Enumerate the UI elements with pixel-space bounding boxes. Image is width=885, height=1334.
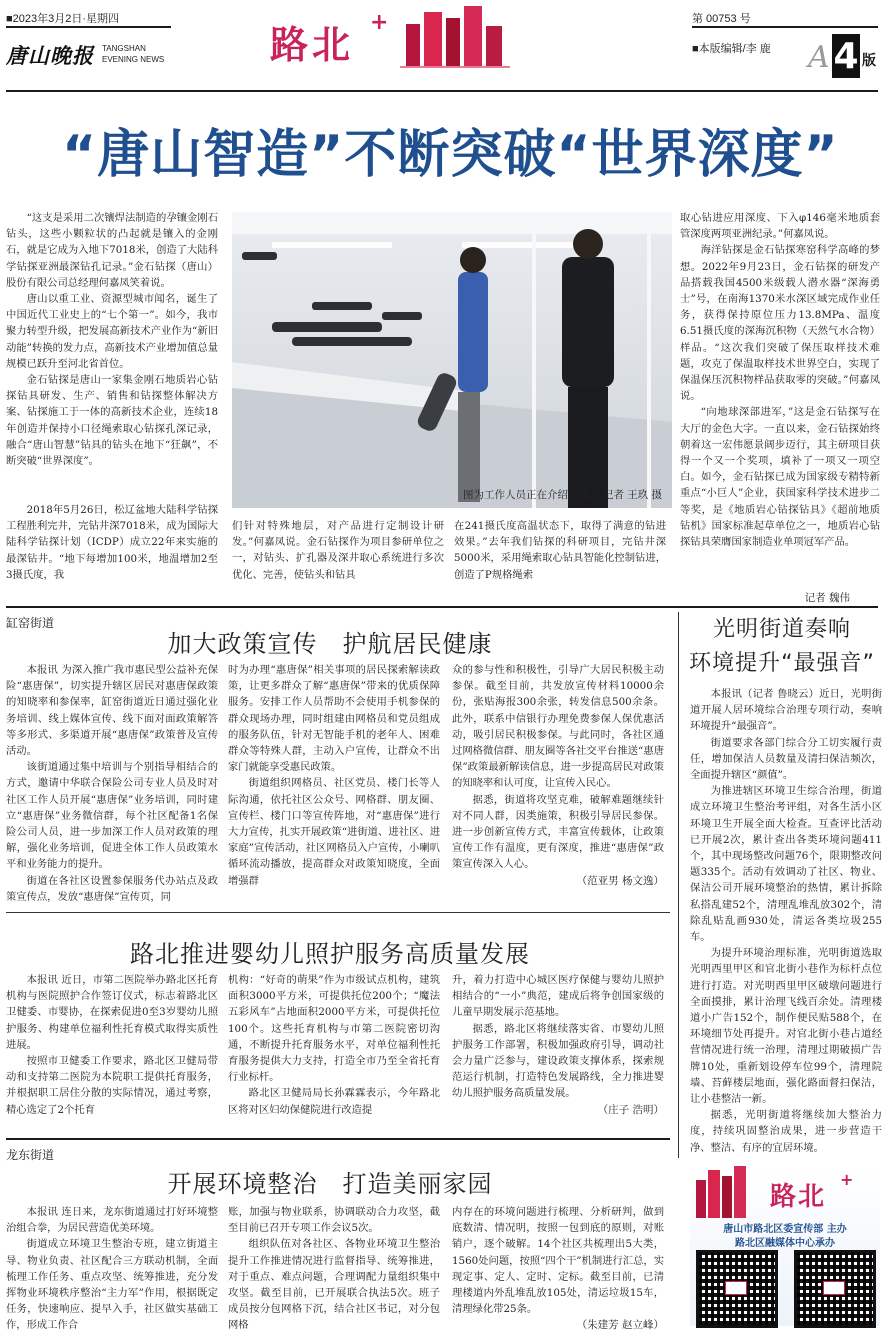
main-col4-p2: 海洋钻探是金石钻探寒窑科学高峰的梦想。2022年9月23日，金石钻探的研发产品搭载我国4500米级载人潜水器“深海勇士”号，在南海1370米水深区域完成作业任务，获得保持原位压力13.8MPa、温度6.51摄氏度的深海沉积物（天然气水合物）样品。“这次我们突破了保压取样技术难题，攻克了保温取样技术世界空白，实现了保温保压沉积物样品获取零的突破。”何嘉凤说。 xyxy=(680,244,880,403)
infant-col1-p2: 按照市卫健委工作要求，路北区卫健局带动和支持第二医院为本院职工提供托育服务，并根据职工居住分散的实际情况，通过考察，精心选定了2个托育 xyxy=(6,1055,218,1116)
promo-skyline-icon xyxy=(694,1166,750,1218)
longdong-signature: （朱建芳 赵立峰） xyxy=(576,1319,664,1332)
issue-date: ■2023年3月2日·星期四 xyxy=(6,13,120,25)
infant-col1 xyxy=(6,972,218,1132)
main-reporter: 记者 魏伟 xyxy=(804,592,850,604)
promo-block xyxy=(690,1166,880,1326)
section-rule-2 xyxy=(6,912,670,913)
section-rule-1 xyxy=(6,606,878,608)
infant-col1-p1: 本报讯 近日，市第二医院举办路北区托育机构与医院照护合作签订仪式，标志着路北区卫健委、市婴协，在探索促进0至3岁婴幼儿照护服务、构建单位福利性托育模式取得实质性进展。 xyxy=(6,974,218,1051)
infant-col2-p1: 机构：“好奇的萌果”作为市级试点机构，建筑面积3000平方米，可提供托位200个；“魔法五彩风车”占地面积2000平方米，可提供托位100个。这些托育机构与市第二医院密切沟通，不断提升托育服务水平，对单位福利性托育服务提供大力支持，打造全市乃至全省托育行业标杆。 xyxy=(228,974,440,1084)
gongyao-col1-p2: 该街道通过集中培训与个别指导相结合的方式，邀请中华联合保险公司专业人员及时对社区工作人员开展“惠唐保”业务培训，同时建立“惠唐保”业务微信群，每个社区配备1名保险公司人员，进一步加深工作人员对政策的理解，强化业务培训，促进全体工作人员政策水平和业务能力的提升。 xyxy=(6,761,218,871)
guangming-p1: 本报讯（记者 鲁晓云）近日，光明街道开展人居环境综合治理专项行动，奏响环境提升“最强音”。 xyxy=(690,688,882,733)
longdong-col2-p2: 组织队伍对各社区、各物业环境卫生整治提升工作推进情况进行监督指导、统筹推进，对于重点、难点问题，合理调配力量组织集中攻坚。截至目前，已开展联合执法5次。班子成员按分包网格下沉，结合社区书记，对分包网格 xyxy=(228,1238,440,1332)
gongyao-col1 xyxy=(6,662,218,902)
gongyao-col3-p1: 众的参与性和积极性，引导广大居民积极主动参保。截至目前，共发放宣传材料10000余份，张贴海报300余张，转发信息500余条。此外，联系中信银行办理免费参保人保优惠活动，吸引居民积极参保。与此同时，各社区通过网格微信群、朋友圈等各社交平台推送“惠唐保”政策最新解读信息，进一步提高居民对政策的知晓率和认可度，让宣传入民心。 xyxy=(452,664,664,790)
infant-headline: 路北推进婴幼儿照护服务高质量发展 xyxy=(130,940,530,968)
main-col1-p3: 金石钻探是唐山一家集金刚石地质岩心钻探钻具研发、生产、销售和钻探整体解决方案、钻探施工于一体的高新技术企业，连续18年创造并保持小口径绳索取心钻探孔深记录，融合“唐山智慧”钻具的钻头在地下“狂飙”，不断突破“世界深度”。 xyxy=(6,374,218,468)
promo-brand: 路北 xyxy=(770,1182,827,1212)
header-bottom-rule xyxy=(6,90,878,92)
promo-slogan-2: 路北区融媒体中心承办 xyxy=(735,1238,835,1249)
main-col4-p3: “向地球深部进军，”这是金石钻探写在大厅的金色大字。一直以来，金石钻探始终朝着这一宏伟愿景阔步迈行，其主研项目获得一个又一个奖项，填补了一项又一项空白。如今，金石钻探已成为国家级专精特新重点“小巨人”企业，获国家科学技术进步二等奖，是《地质岩心钻探钻具》《超前地质钻机》国家标准起草单位之一，地质岩心钻探钻具荣膺国家制造业单项冠军产品。 xyxy=(680,406,880,549)
section-title: 路北 xyxy=(270,23,355,67)
main-col3: 在241摄氏度高温状态下，取得了满意的钻进效果。”去年我们钻探的科研项目，完钻井深5000米，采用绳索取心钻具智能化控制钻进，创造了P规格绳索 xyxy=(454,520,666,581)
header-rule-left xyxy=(6,26,171,28)
qr-logo-left-icon xyxy=(725,1281,747,1295)
infant-col3-p2: 据悉，路北区将继续落实省、市婴幼儿照护服务工作部署，积极加强政府引导，调动社会力量广泛参与，建设政策支撑体系，探索规范运行机制，打造特色发展路线，全力推进婴幼儿照护服务高质量发展。 xyxy=(452,1022,664,1100)
qr-logo-right-icon xyxy=(823,1281,845,1295)
edition-number: 4 xyxy=(833,36,859,77)
guangming-headline-1: 光明街道奏响 xyxy=(712,617,851,642)
guangming-body xyxy=(690,686,882,1154)
longdong-col1 xyxy=(6,1204,218,1332)
promo-slogan-1: 唐山市路北区委宣传部 主办 xyxy=(723,1224,847,1235)
guangming-p2: 街道要求各部门综合分工切实履行责任，增加保洁人员数量及清扫保洁频次，全面提升辖区“颜值”。 xyxy=(690,736,882,782)
main-col1 xyxy=(6,210,218,510)
main-col1-p2: 唐山以重工业、资源型城市闻名，诞生了中国近代工业史上的“七个第一”。如今，我市聚力转型升级，把发展高新技术产业作为“新旧动能”转换的发力点，高新技术产业增加值总量规模已跃升至河北省首位。 xyxy=(6,293,218,370)
infant-signature: （庄子 浩明） xyxy=(597,1103,664,1116)
gongyao-label: 缸窑街道 xyxy=(6,616,55,630)
gongyao-col2 xyxy=(228,662,440,902)
longdong-col1-p1: 本报讯 连日来，龙东街道通过打好环境整治组合拳，为居民营造优美环境。 xyxy=(6,1206,218,1235)
photo-illustration xyxy=(232,212,672,508)
promo-plus-icon: + xyxy=(840,1170,854,1189)
guangming-p5: 据悉，光明街道将继续加大整治力度，持续巩固整治成果，进一步营造干净、整洁、有序的宜居环境。 xyxy=(690,1109,882,1154)
guangming-p3: 为推进辖区环境卫生综合治理，街道成立环境卫生整治考评组，对各生活小区环境卫生开展全面大检查。互查评比活动已开展2次，累计查出各类环境问题411个，其中现场整改问题76个，限期整改问题335个。活动有效调动了社区、物业、保洁公司开展环境整治的热情，累计拆除私搭乱建52个，清理乱堆乱放302个，清除乱贴乱画930处，清运各类垃圾255车。 xyxy=(690,785,882,944)
right-column-divider xyxy=(678,612,679,1158)
skyline-icon xyxy=(400,4,510,68)
gongyao-signature: （范亚男 杨文逸） xyxy=(576,874,664,887)
infant-col3-p1: 升，着力打造中心城区医疗保健与婴幼儿照护相结合的“一小”典范，建成后将争创国家级的儿童早期发展示范基地。 xyxy=(452,974,664,1019)
masthead-title: 唐山晚报 xyxy=(6,43,94,68)
photo-caption: 图为工作人员正在介绍产品。 记者 王玖 摄 xyxy=(462,489,662,501)
section-banner xyxy=(260,4,510,68)
guangming-headline-2: 环境提升“最强音” xyxy=(689,651,875,676)
masthead-english-1: TANGSHAN xyxy=(102,44,146,53)
gongyao-headline: 加大政策宣传 护航居民健康 xyxy=(167,630,493,658)
guangming-p4: 为提升环境治理标准，光明街道选取光明西里甲区和官北街小巷作为标杆点位进行打造。对光明西里甲区破墩问题进行全面摸排，累计治理飞线百余处。清理楼道小广告152个，制作便民贴588个，在环境细节处再提升。对官北街小巷占道经营情况进行统一治理，清理过期破损广告牌10处，重新划设停车位99个，清理院墙、苔藓楼层地面，强化路面督扫保洁，让小巷整洁一新。 xyxy=(690,947,882,1106)
section-rule-3 xyxy=(6,1138,670,1140)
longdong-col2-p1: 账，加强与物业联系，协调联动合力攻坚，截至目前已召开专项工作会议5次。 xyxy=(228,1206,440,1235)
masthead-logo xyxy=(6,36,186,76)
plus-icon: + xyxy=(370,10,389,35)
longdong-col1-p2: 街道成立环境卫生整治专班，建立街道主导、物业负责、社区配合三方联动机制，全面梳理工作任务、重点攻坚、统筹推进，充分发挥物业环境秩序整治“主力军”作用，根据既定任务，快速响应、提早入手，社区做实基础工作，形成工作合 xyxy=(6,1238,218,1332)
gongyao-col3 xyxy=(452,662,664,902)
qr-code-right[interactable] xyxy=(794,1250,876,1328)
longdong-label: 龙东街道 xyxy=(6,1148,55,1162)
gongyao-col3-p2: 据悉，街道将攻坚克难，破解难题继续针对不同人群，因类施策，积极引导居民参保。进一步创新宣传方式，丰富宣传载体，让政策宣传工作有温度，更有深度，推进“惠唐保”政策宣传深入人心。 xyxy=(452,793,664,871)
gongyao-col2-p1: 时为办理“惠唐保”相关事项的居民探索解读政策，让更多群众了解“惠唐保”带来的优质保障服务。安排工作人员帮助不会使用手机参保的群众现场办理，同时组建由网格员和党员组成的服务队伍，针对无智能手机的老年人、困难群众等特殊人群，主动入户宣传，让群众不出家门就能享受惠民政策。 xyxy=(228,664,440,774)
main-col4-p1: 取心钻进应用深度、下入φ146毫米地质套管深度两项亚洲纪录。”何嘉凤说。 xyxy=(680,212,880,241)
infant-col3 xyxy=(452,972,664,1132)
page-editor: ■本版编辑/李 鹿 xyxy=(692,43,771,55)
infant-col2-p2: 路北区卫健局局长孙霖霖表示，今年路北区将对区妇幼保健院进行改造提 xyxy=(228,1087,440,1116)
main-photo xyxy=(232,212,672,508)
gongyao-col1-p3: 街道在各社区设置参保服务代办站点及政策宣传点，发放“惠唐保”宣传页，同 xyxy=(6,874,218,903)
main-col4 xyxy=(680,210,880,570)
longdong-col3-p1: 内存在的环境问题进行梳理、分析研判，做到底数清、情况明，按照一包到底的原则，对账销户，逐个破解。14个社区共梳理出5大类，1560处问题，按照“四个干”机制进行汇总，实现定事、定人、定时、定标。截至目前，已清理楼道内外乱堆乱放105处，清运垃圾15车，清理绿化带25条。 xyxy=(452,1206,664,1316)
longdong-col2 xyxy=(228,1204,440,1332)
main-col1-p4: 2018年5月26日，松辽盆地大陆科学钻探工程胜利完井，完钻井深7018米，成为国际大陆科学钻探计划（ICDP）成立22年来实施的最深钻井。“地下每增加100米，地温增加2至3摄氏度，我 xyxy=(6,504,218,581)
edition-letter: A xyxy=(808,40,830,75)
longdong-col3 xyxy=(452,1204,664,1332)
issue-number: 第 00753 号 xyxy=(692,13,751,25)
masthead-english-2: EVENING NEWS xyxy=(102,55,165,64)
main-headline: “唐山智造”不断突破“世界深度” xyxy=(62,125,839,185)
main-col2: 们针对特殊地层，对产品进行定制设计研发。”何嘉凤说。金石钻探作为项目参研单位之一，对钻头、扩孔器及深井取心系统进行多次优化、完善，使钻头和钻具 xyxy=(232,520,444,581)
gongyao-col2-p2: 街道组织网格员、社区党员、楼门长等人际沟通，依托社区公众号、网格群、朋友圈、宣传栏、楼门口等宣传阵地，对“惠唐保”进行大力宣传，扎实开展政策“进街道、进社区、进家庭”宣传活动，社区网格员入户宣传，小喇叭循环流动播放，提高群众对政策知晓度，全面增强群 xyxy=(228,777,440,887)
infant-col2 xyxy=(228,972,440,1132)
gongyao-col1-p1: 本报讯 为深入推广我市惠民型公益补充保险“惠唐保”，切实提升辖区居民对惠唐保政策的知晓率和参保率，缸窑街道近日通过强化业务培训、线上媒体宣传、线下面对面政策解答等多形式、多渠道开展“惠唐保”政策普及宣传活动。 xyxy=(6,664,218,758)
header-rule-right xyxy=(692,26,878,28)
edition-suffix: 版 xyxy=(862,53,876,69)
main-col1-p1: “这支是采用二次镶焊法制造的孕镶金刚石钻头，这些小颗粒状的凸起就是镶入的金刚石，就是它成为入地下7018米，创造了大陆科学钻探亚洲最深钻孔记录。”金石钻探（唐山）股份有限公司总经理何嘉凤笑着说。 xyxy=(6,212,218,289)
qr-code-left[interactable] xyxy=(696,1250,778,1328)
longdong-headline: 开展环境整治 打造美丽家园 xyxy=(167,1170,493,1198)
